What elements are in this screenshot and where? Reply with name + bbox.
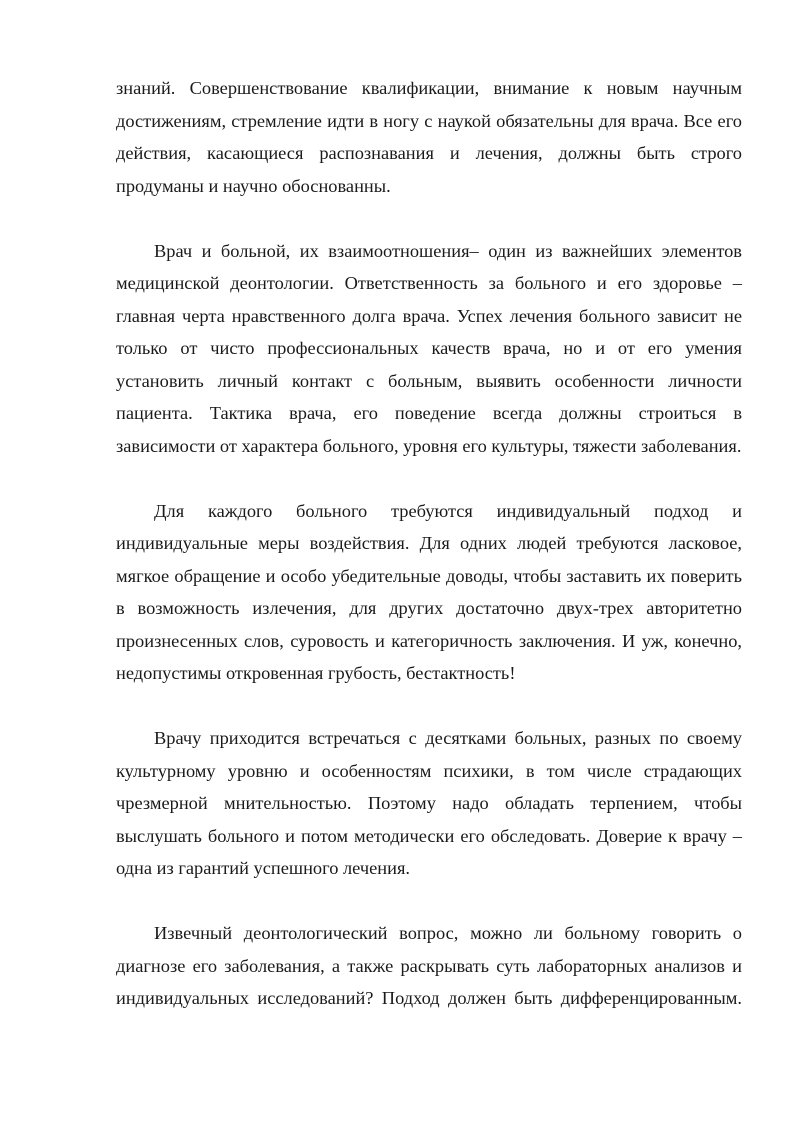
paragraph-spacer <box>116 690 742 723</box>
paragraph-1: знаний. Совершенствование квалификации, внимание к новым научным достижениям, стремление идти в ногу с наукой обязательны для врача. Все его действия, касающиеся распознавания и лечения, должны быть строго продуманы и научно обоснованны. <box>116 78 742 196</box>
paragraph-spacer <box>116 885 742 918</box>
paragraph-2: Врач и больной, их взаимоотношения– один из важнейших элементов медицинской деонтологии. Ответственность за больного и его здоровье – главная черта нравственного долга врача. Успех лечения больного зависит не только от чисто профессиональных качеств врача, но и от его умения установить личный контакт с больным, выявить особенности личности пациента. Тактика врача, его поведение всегда должны строиться в зависимости от характера больного, уровня его культуры, тяжести заболевания. <box>116 240 742 456</box>
paragraph-5: Извечный деонтологический вопрос, можно ли больному говорить о диагнозе его заболевания, а также раскрывать суть лабораторных анализов и индивидуальных исследований? Подход должен быть дифференцированным. <box>116 923 742 1008</box>
paragraph-3: Для каждого больного требуются индивидуальный подход и индивидуальные меры воздействия. Для одних людей требуются ласковое, мягкое обращение и особо убедительные доводы, чтобы заставить их поверить в возможность излечения, для других достаточно двух-трех авторитетно произнесенных слов, суровость и категоричность заключения. И уж, конечно, недопустимы откровенная грубость, бестактность! <box>116 500 742 683</box>
paragraph-spacer <box>116 202 742 235</box>
paragraph-spacer <box>116 462 742 495</box>
body-text <box>116 72 742 1015</box>
paragraph-4: Врачу приходится встречаться с десятками больных, разных по своему культурному уровню и особенностям психики, в том числе страдающих чрезмерной мнительностью. Поэтому надо обладать терпением, чтобы выслушать больного и потом методически его обследовать. Доверие к врачу – одна из гарантий успешного лечения. <box>116 728 742 878</box>
